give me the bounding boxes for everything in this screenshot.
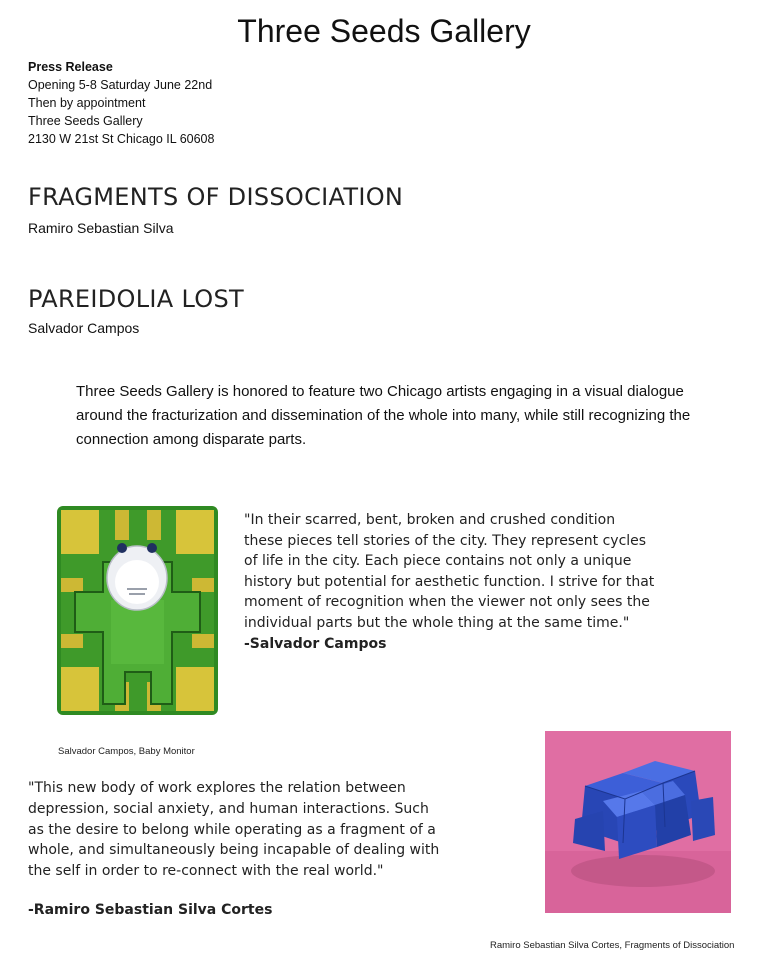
press-info (28, 58, 214, 148)
quote-line: these pieces tell stories of the city. They represent cycles (244, 532, 647, 549)
press-line: Then by appointment (28, 96, 146, 110)
show-title-fragments: FRAGMENTS OF DISSOCIATION (28, 183, 404, 211)
quote-line: whole, and simultaneously being incapable of dealing with (28, 842, 440, 859)
quote-line: moment of recognition when the viewer not only sees the (244, 594, 650, 611)
quote-line: the self in order to re-connect with the real world." (28, 863, 384, 880)
quote-line: individual parts but the whole thing at the same time." (244, 614, 630, 631)
artwork-fragments-of-dissociation (545, 731, 731, 913)
quote-line: depression, social anxiety, and human interactions. Such (28, 800, 429, 817)
quote-signature-silva: -Ramiro Sebastian Silva Cortes (28, 901, 273, 918)
artist-name-campos: Salvador Campos (28, 320, 140, 336)
press-line: Three Seeds Gallery (28, 114, 143, 128)
quote-line: as the desire to belong while operating as a fragment of a (28, 821, 436, 838)
press-line: Opening 5-8 Saturday June 22nd (28, 78, 213, 92)
quote-line: of life in the city. Each piece contains not only a unique (244, 553, 632, 570)
quote-line: "In their scarred, bent, broken and crushed condition (244, 512, 616, 528)
quote-line: "This new body of work explores the relation between (28, 780, 406, 796)
caption-fragments-of-dissociation: Ramiro Sebastian Silva Cortes, Fragments of Dissociation (490, 940, 735, 951)
press-line: 2130 W 21st St Chicago IL 60608 (28, 132, 215, 146)
quote-signature-campos: -Salvador Campos (244, 635, 387, 652)
artwork-baby-monitor (55, 504, 220, 717)
quote-silva (28, 778, 538, 921)
show-title-pareidolia: PAREIDOLIA LOST (28, 285, 244, 313)
press-release-label: Press Release (28, 60, 113, 74)
intro-paragraph: Three Seeds Gallery is honored to feature two Chicago artists engaging in a visual dialogue around the fracturization and dissemination of the whole into many, while still recognizing the connection among disparate parts. (76, 383, 691, 448)
caption-baby-monitor: Salvador Campos, Baby Monitor (58, 746, 195, 757)
quote-line: history but potential for aesthetic function. I strive for that (244, 573, 655, 590)
artist-name-silva: Ramiro Sebastian Silva (28, 220, 174, 236)
page-title: Three Seeds Gallery (237, 13, 531, 49)
quote-campos (244, 510, 744, 654)
